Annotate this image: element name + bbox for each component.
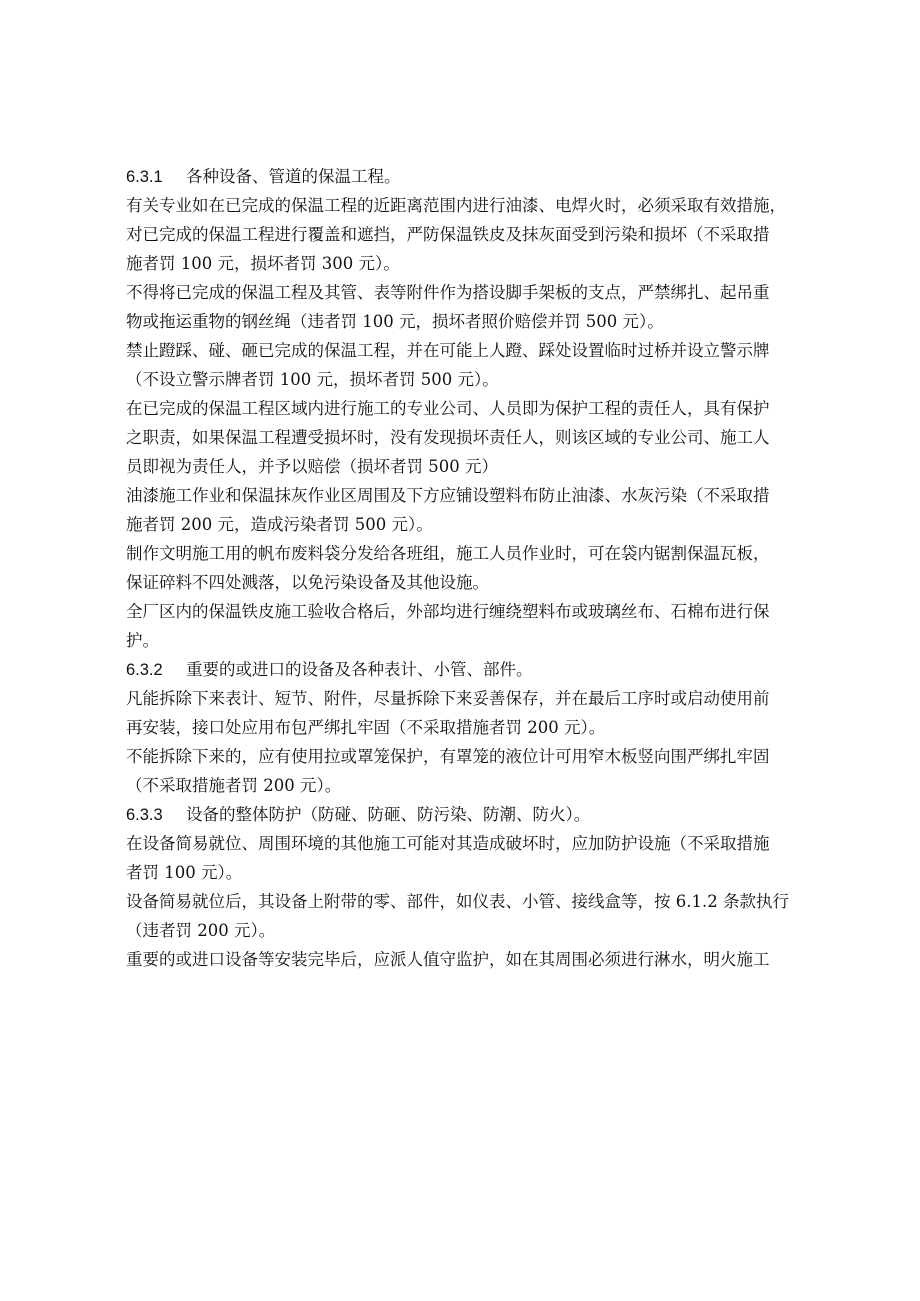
text-line: 不能拆除下来的，应有使用拉或罩笼保护，有罩笼的液位计可用窄木板竖向围严绑扎牢固 <box>126 747 770 766</box>
section-number: 6.3.1 <box>126 168 163 186</box>
text-line: 重要的或进口设备等安装完毕后，应派人值守监护，如在其周围必须进行淋水，明火施工 <box>126 950 770 969</box>
section-title: 设备的整体防护（防碰、防砸、防污染、防潮、防火）。 <box>186 805 591 824</box>
text-line: 施者罚 200 元，造成污染者罚 500 元）。 <box>126 515 433 534</box>
text-line: 在已完成的保温工程区域内进行施工的专业公司、人员即为保护工程的责任人，具有保护 <box>126 399 770 418</box>
text-line: （不设立警示牌者罚 100 元，损坏者罚 500 元）。 <box>126 370 499 389</box>
text-line: 在设备简易就位、周围环境的其他施工可能对其造成破坏时，应加防护设施（不采取措施 <box>126 834 770 853</box>
text-line: 制作文明施工用的帆布废料袋分发给各班组，施工人员作业时，可在袋内锯割保温瓦板， <box>126 544 770 563</box>
text-line: 全厂区内的保温铁皮施工验收合格后，外部均进行缠绕塑料布或玻璃丝布、石棉布进行保 <box>126 602 770 621</box>
text-line: 物或拖运重物的钢丝绳（违者罚 100 元，损坏者照价赔偿并罚 500 元）。 <box>126 312 664 331</box>
text-line: 保证碎料不四处溅落，以免污染设备及其他设施。 <box>126 573 489 592</box>
section-title: 各种设备、管道的保温工程。 <box>186 167 401 186</box>
text-line: 护。 <box>126 631 159 650</box>
text-line: 油漆施工作业和保温抹灰作业区周围及下方应铺设塑料布防止油漆、水灰污染（不采取措 <box>126 486 770 505</box>
text-line: 不得将已完成的保温工程及其管、表等附件作为搭设脚手架板的支点，严禁绑扎、起吊重 <box>126 283 770 302</box>
text-line: 凡能拆除下来表计、短节、附件，尽量拆除下来妥善保存，并在最后工序时或启动使用前 <box>126 689 770 708</box>
document-body <box>126 162 806 974</box>
text-line: （不采取措施者罚 200 元）。 <box>126 776 342 795</box>
section-title: 重要的或进口的设备及各种表计、小管、部件。 <box>186 660 533 679</box>
section-number: 6.3.3 <box>126 806 163 824</box>
text-line: 禁止蹬踩、碰、砸已完成的保温工程，并在可能上人蹬、踩处设置临时过桥并设立警示牌 <box>126 341 770 360</box>
section-heading <box>126 655 806 684</box>
text-line: 有关专业如在已完成的保温工程的近距离范围内进行油漆、电焊火时，必须采取有效措施， <box>126 196 786 215</box>
text-line: 设备简易就位后，其设备上附带的零、部件，如仪表、小管、接线盒等，按 6.1.2 条款执行 <box>126 892 789 911</box>
text-line: 之职责，如果保温工程遭受损坏时，没有发现损坏责任人，则该区域的专业公司、施工人 <box>126 428 770 447</box>
text-line: （违者罚 200 元）。 <box>126 921 276 940</box>
text-line: 对已完成的保温工程进行覆盖和遮挡，严防保温铁皮及抹灰面受到污染和损坏（不采取措 <box>126 225 770 244</box>
text-line: 者罚 100 元）。 <box>126 863 243 882</box>
text-line: 再安装，接口处应用布包严绑扎牢固（不采取措施者罚 200 元）。 <box>126 718 606 737</box>
section-heading <box>126 800 806 829</box>
section-heading <box>126 162 806 191</box>
text-line: 施者罚 100 元，损坏者罚 300 元）。 <box>126 254 400 273</box>
section-number: 6.3.2 <box>126 661 163 679</box>
text-line: 员即视为责任人，并予以赔偿（损坏者罚 500 元） <box>126 457 498 476</box>
